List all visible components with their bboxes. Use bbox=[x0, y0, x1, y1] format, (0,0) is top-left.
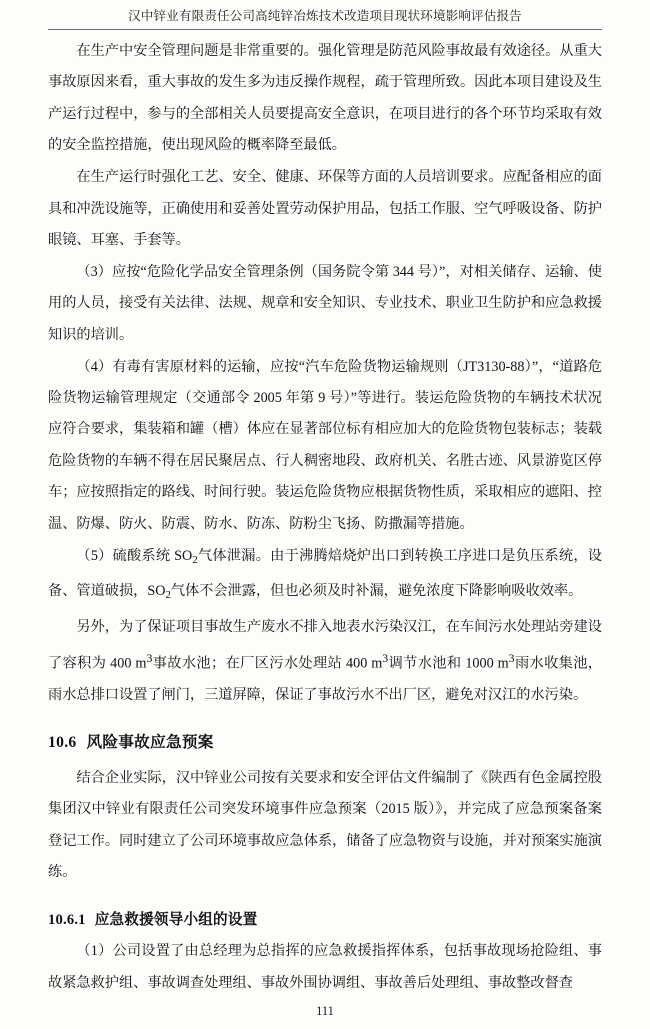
page-content bbox=[48, 36, 602, 1000]
water-superscript: 3 bbox=[508, 651, 515, 666]
paragraph: 在生产运行时强化工艺、安全、健康、环保等方面的人员培训要求。应配备相应的面具和冲洗设施等，正确使用和妥善处置劳动保护用品，包括工作服、空气呼吸设备、防护眼镜、耳塞、手套等。 bbox=[48, 169, 602, 248]
water-superscript: 3 bbox=[146, 651, 153, 666]
page-footer bbox=[0, 1004, 650, 1019]
water-text-mid1: 事故水池；在厂区污水处理站 400 m bbox=[152, 655, 383, 672]
page-header bbox=[0, 0, 650, 30]
water-text-suffix: 雨水收集池，雨水总排口设置了闸门，三道屏障，保证了事故污水不出厂区，避免对汉江的水污染。 bbox=[48, 655, 602, 704]
section-heading bbox=[48, 729, 602, 757]
section-title: 风险事故应急预案 bbox=[86, 733, 214, 751]
so2-text-mid: 气体泄漏。由于沸腾焙烧炉出口到转换工序进口是负压系统，设备、管道破损，SO bbox=[48, 547, 602, 599]
page-number: 111 bbox=[316, 1004, 334, 1018]
section-number: 10.6 bbox=[48, 733, 77, 751]
header-divider bbox=[48, 29, 602, 30]
water-text-prefix: 另外，为了保证项目事故生产废水不排入地表水污染汉江，在车间污水处理站旁建设了容积为 400 m bbox=[48, 618, 602, 672]
page-header-title: 汉中锌业有限责任公司高纯锌冶炼技术改造项目现状环境影响评估报告 bbox=[128, 9, 522, 23]
paragraph: （3）应按“危险化学品安全管理条例（国务院令第 344 号）”，对相关储存、运输、使用的人员，接受有关法律、法规、规章和安全知识、专业技术、职业卫生防护和应急救援知识的培训。 bbox=[48, 263, 602, 343]
water-text-mid2: 调节水池和 1000 m bbox=[388, 655, 509, 672]
paragraph-water-measures bbox=[48, 612, 602, 712]
so2-text-suffix: 气体不会泄露，但也必须及时补漏，避免浓度下降影响吸收效率。 bbox=[170, 582, 583, 599]
subsection-title: 应急救援领导小组的设置 bbox=[94, 912, 258, 929]
subsection-number: 10.6.1 bbox=[48, 912, 86, 929]
paragraph-so2-leak bbox=[48, 541, 602, 612]
so2-subscript: 2 bbox=[165, 588, 171, 601]
so2-subscript: 2 bbox=[192, 553, 198, 566]
so2-text-prefix: （5）硫酸系统 SO bbox=[76, 547, 193, 564]
paragraph: 结合企业实际，汉中锌业公司按有关要求和安全评估文件编制了《陕西有色金属控股集团汉中锌业有限责任公司突发环境事件应急预案（2015 版）》，并完成了应急预案备案登记工作。同时建立了公司环境事故应急体系，储备了应急物资与设施，并对预案实施演练。 bbox=[48, 769, 602, 881]
water-superscript: 3 bbox=[382, 651, 389, 666]
paragraph: （4）有毒有害原材料的运输，应按“汽车危险货物运输规则（JT3130-88）”，“道路危险货物运输管理规定（交通部令 2005 年第 9 号）”等进行。装运危险货物的车辆技术状况应符合要求，集装箱和罐（槽）体应在显著部位标有相应加大的危险货物包装标志；装载危险货物的车辆不得在居民聚居点、行人稠密地段、政府机关、名胜古迹、风景游览区停车；应按照指定的路线、时间行驶。装运危险货物应根据货物性质，采取相应的遮阳、控温、防爆、防火、防震、防水、防冻、防粉尘飞扬、防撒漏等措施。 bbox=[48, 358, 602, 532]
paragraph: （1）公司设置了由总经理为总指挥的应急救援指挥体系，包括事故现场抢险组、事故紧急救护组、事故调查处理组、事故外围协调组、事故善后处理组、事故整改督查 bbox=[48, 943, 602, 991]
paragraph: 在生产中安全管理问题是非常重要的。强化管理是防范风险事故最有效途径。从重大事故原因来看，重大事故的发生多为违反操作规程，疏于管理所致。因此本项目建设及生产运行过程中，参与的全部相关人员要提高安全意识，在项目进行的各个环节均采取有效的安全监控措施，使出现风险的概率降至最低。 bbox=[48, 43, 602, 154]
subsection-heading bbox=[48, 906, 602, 934]
